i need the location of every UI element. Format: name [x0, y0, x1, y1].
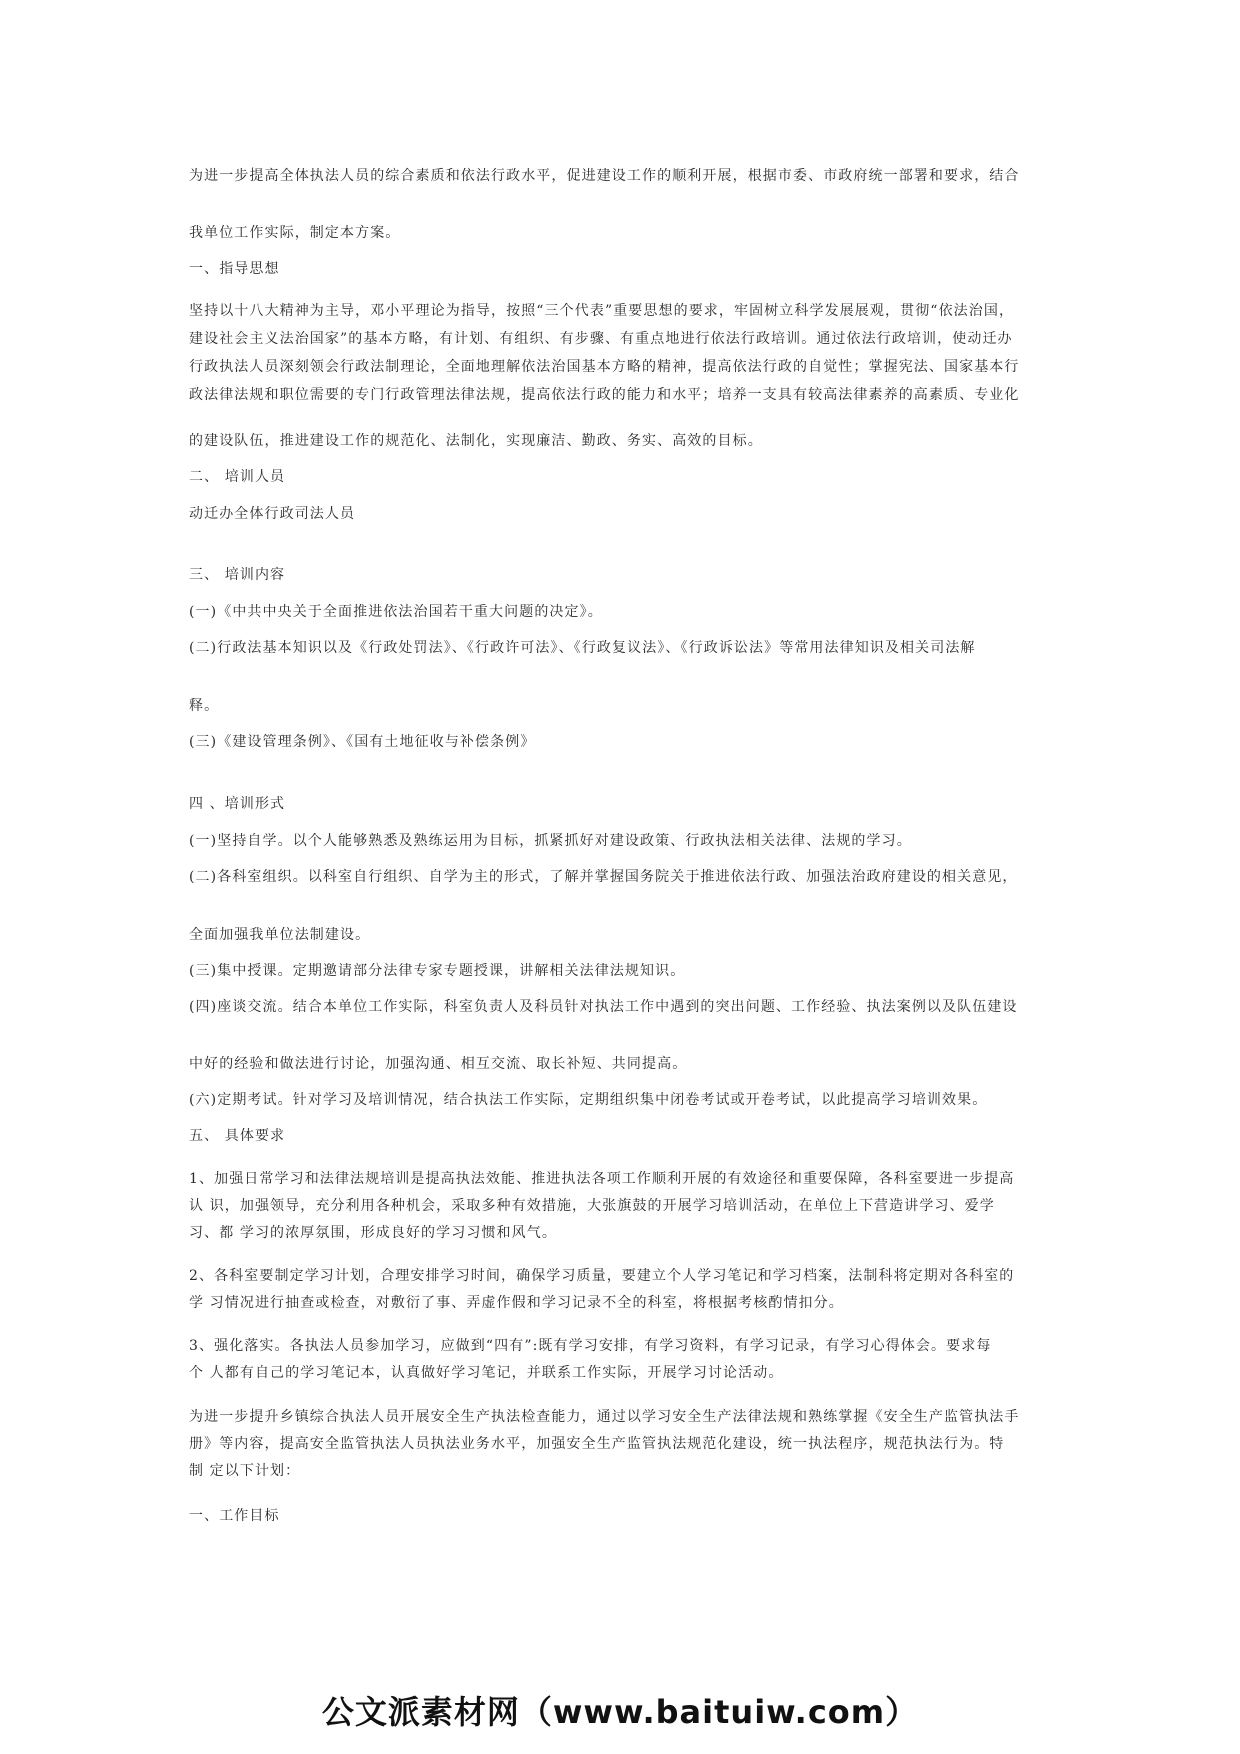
section-heading: 一、指导思想	[189, 261, 280, 277]
paragraph-line: 动迁办全体行政司法人员	[189, 506, 356, 522]
section-heading: 三、 培训内容	[189, 567, 286, 583]
list-item: 中好的经验和做法进行讨论，加强沟通、相互交流、取长补短、共同提高。	[189, 1056, 688, 1072]
list-item: (二)行政法基本知识以及《行政处罚法》、《行政许可法》、《行政复议法》、《行政诉讼法》等常用法律知识及相关司法解	[189, 640, 976, 656]
paragraph-line: 制 定以下计划：	[189, 1463, 301, 1479]
section-heading: 一、工作目标	[189, 1508, 280, 1524]
paragraph-line: 册》等内容，提高安全监管执法人员执法业务水平，加强安全生产监管执法规范化建设，统一执法程序，规范执法行为。特	[189, 1436, 1005, 1452]
list-item: (二)各科室组织。以科室自行组织、自学为主的形式，了解并掌握国务院关于推进依法行政、加强法治政府建设的相关意见，	[189, 869, 1018, 885]
list-item: 全面加强我单位法制建设。	[189, 927, 371, 943]
paragraph-line: 1、加强日常学习和法律法规培训是提高执法效能、推进执法各项工作顺利开展的有效途径和重要保障，各科室要进一步提高	[189, 1171, 1015, 1187]
paragraph-line: 3、强化落实。各执法人员参加学习，应做到“四有”:既有学习安排，有学习资料，有学习记录，有学习心得体会。要求每	[189, 1338, 992, 1354]
paragraph-line: 的建设队伍，推进建设工作的规范化、法制化，实现廉洁、勤政、务实、高效的目标。	[189, 433, 763, 449]
paragraph-line: 认 识，加强领导，充分利用各种机会，采取多种有效措施，大张旗鼓的开展学习培训活动，在单位上下营造讲学习、爱学	[189, 1198, 995, 1214]
list-item: 释。	[189, 698, 220, 714]
list-item: (三)《建设管理条例》、《国有土地征收与补偿条例》	[189, 734, 536, 750]
section-heading: 五、 具体要求	[189, 1128, 286, 1144]
document-body	[189, 0, 1059, 1754]
section-heading: 二、 培训人员	[189, 469, 286, 485]
intro-line: 我单位工作实际，制定本方案。	[189, 225, 401, 241]
paragraph-line: 为进一步提升乡镇综合执法人员开展安全生产执法检查能力，通过以学习安全生产法律法规和熟练掌握《安全生产监管执法手	[189, 1409, 1020, 1425]
paragraph-line: 行政执法人员深刻领会行政法制理论，全面地理解依法治国基本方略的精神，提高依法行政的自觉性；掌握宪法、国家基本行	[189, 359, 1020, 375]
paragraph-line: 学 习情况进行抽查或检查，对敷衍了事、弄虚作假和学习记录不全的科室，将根据考核酌情扣分。	[189, 1295, 844, 1311]
paragraph-line: 2、各科室要制定学习计划，合理安排学习时间，确保学习质量，要建立个人学习笔记和学习档案，法制科将定期对各科室的	[189, 1268, 1015, 1284]
list-item: (六)定期考试。针对学习及培训情况，结合执法工作实际，定期组织集中闭卷考试或开卷考试，以此提高学习培训效果。	[189, 1092, 988, 1108]
paragraph-line: 坚持以十八大精神为主导，邓小平理论为指导，按照“三个代表”重要思想的要求，牢固树立科学发展展观，贯彻“依法治国，	[189, 303, 1015, 319]
footer-watermark: 公文派素材网（www.baituiw.com）	[321, 1693, 919, 1731]
paragraph-line: 政法律法规和职位需要的专门行政管理法律法规，提高依法行政的能力和水平；培养一支具有较高法律素养的高素质、专业化	[189, 387, 1020, 403]
list-item: (一)《中共中央关于全面推进依法治国若干重大问题的决定》。	[189, 604, 603, 620]
list-item: (一)坚持自学。以个人能够熟悉及熟练运用为目标，抓紧抓好对建设政策、行政执法相关法律、法规的学习。	[189, 833, 912, 849]
section-heading: 四 、培训形式	[189, 796, 286, 812]
paragraph-line: 个 人都有自己的学习笔记本，认真做好学习笔记，并联系工作实际，开展学习讨论活动。	[189, 1365, 784, 1381]
paragraph-line: 习、都 学习的浓厚氛围，形成良好的学习习惯和风气。	[189, 1225, 557, 1241]
list-item: (三)集中授课。定期邀请部分法律专家专题授课，讲解相关法律法规知识。	[189, 963, 686, 979]
intro-line: 为进一步提高全体执法人员的综合素质和依法行政水平，促进建设工作的顺利开展，根据市委、市政府统一部署和要求，结合	[189, 168, 1020, 184]
list-item: (四)座谈交流。结合本单位工作实际，科室负责人及科员针对执法工作中遇到的突出问题、工作经验、执法案例以及队伍建设	[189, 999, 1018, 1015]
paragraph-line: 建设社会主义法治国家”的基本方略，有计划、有组织、有步骤、有重点地进行依法行政培训。通过依法行政培训，使动迁办	[189, 331, 1013, 347]
